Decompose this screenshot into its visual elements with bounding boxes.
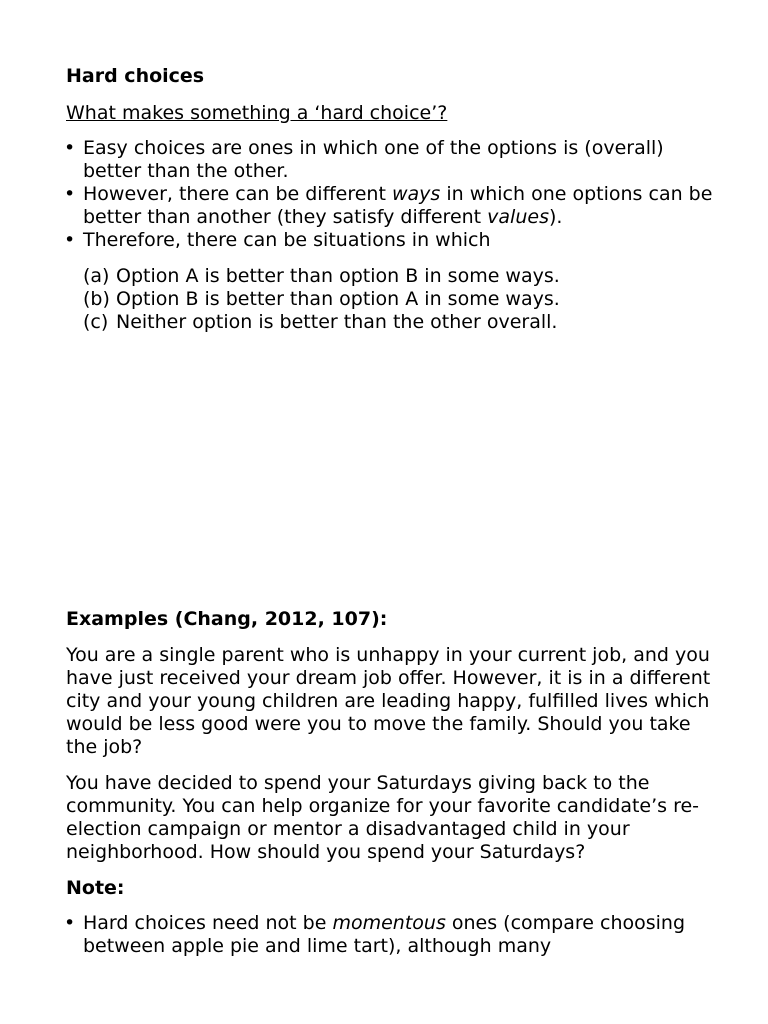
page-title: Hard choices (66, 65, 205, 87)
bullet-text: Easy choices are ones in which one of the options is (overall) better than the other. (83, 137, 664, 182)
item-text: Neither option is better than the other overall. (116, 311, 558, 333)
bullet-icon: • (64, 912, 76, 934)
bullet-text-mid: in which one options can be better than another (they satisfy different (83, 183, 713, 228)
item-label: (c) (83, 311, 109, 333)
item-label: (a) (83, 265, 110, 287)
list-item (83, 311, 716, 334)
bullet-text-post: ). (548, 206, 563, 228)
note-text-post: ones (compare choosing between apple pie and lime tart), although many (83, 912, 686, 957)
example-paragraph-2: You have decided to spend your Saturdays giving back to the community. You can help organize for your favorite candidate’s re-election campaign or mentor a disadvantaged child in your neighborhood. How should you spend your Saturdays? (66, 772, 700, 863)
section-hard-choices (66, 65, 716, 334)
note-text-pre: Hard choices need not be (83, 912, 333, 934)
example-paragraph-1: You are a single parent who is unhappy in your current job, and you have just received your dream job offer. However, it is in a different city and your young children are leading happy, fulfilled lives which would be less good were you to move the family. Should you take the job? (66, 644, 711, 758)
lettered-list (83, 265, 716, 334)
list-item (83, 265, 716, 288)
subheading: What makes something a ‘hard choice’? (66, 102, 448, 124)
emphasis-ways: ways (391, 183, 441, 205)
bullet-text-pre: However, there can be different (83, 183, 392, 205)
note-bullet-list (66, 912, 716, 958)
item-label: (b) (83, 288, 110, 310)
item-text: Option B is better than option A in some ways. (116, 288, 560, 310)
bullet-icon: • (64, 183, 76, 205)
list-item (66, 912, 716, 958)
emphasis-momentous: momentous (332, 912, 446, 934)
list-item (66, 183, 716, 229)
item-text: Option A is better than option B in some ways. (116, 265, 560, 287)
bullet-icon: • (64, 137, 76, 159)
note-heading: Note: (66, 877, 125, 899)
list-item (66, 229, 716, 252)
bullet-text: Therefore, there can be situations in which (83, 229, 491, 251)
section-examples (66, 608, 716, 958)
list-item (66, 137, 716, 183)
bullet-list (66, 137, 716, 252)
emphasis-values: values (487, 206, 549, 228)
list-item (83, 288, 716, 311)
examples-heading: Examples (Chang, 2012, 107): (66, 608, 388, 630)
bullet-icon: • (64, 229, 76, 251)
